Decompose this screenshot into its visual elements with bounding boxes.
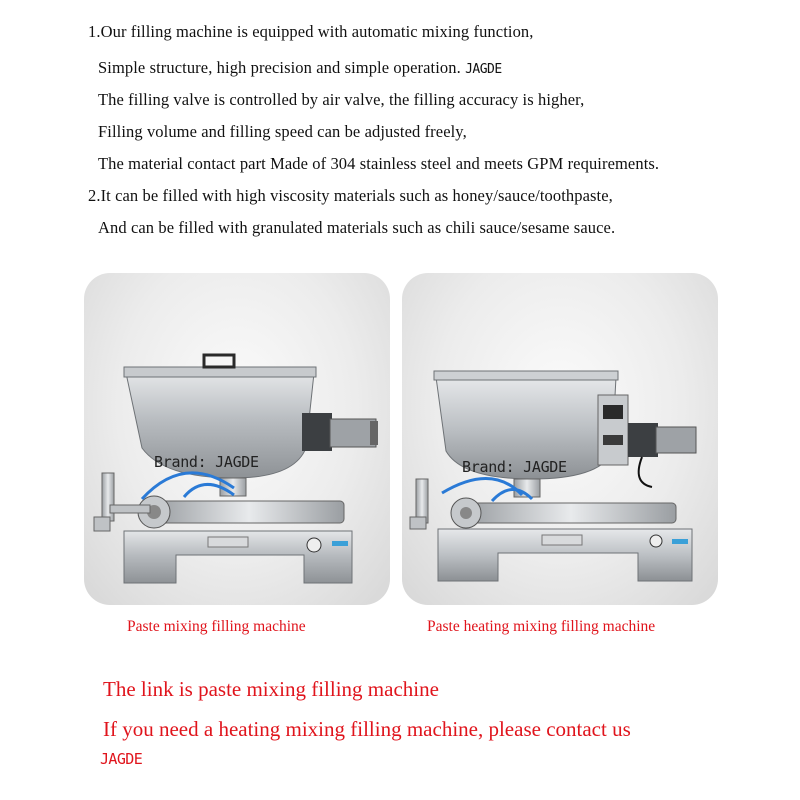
intro-line-4: Filling volume and filling speed can be adjusted freely, bbox=[98, 122, 467, 141]
brand-footer: JAGDE bbox=[100, 750, 143, 768]
heating-mixing-filling-machine-illustration bbox=[402, 273, 718, 605]
inline-brand: JAGDE bbox=[465, 62, 502, 77]
intro-line-2 bbox=[98, 58, 502, 78]
caption-paste-heating-mixing: Paste heating mixing filling machine bbox=[427, 618, 656, 635]
product-image-paste-heating-mixing bbox=[402, 273, 718, 605]
caption-paste-mixing: Paste mixing filling machine bbox=[127, 618, 306, 635]
product-image-paste-mixing bbox=[84, 273, 390, 605]
intro-line-7: And can be filled with granulated materials such as chili sauce/sesame sauce. bbox=[98, 218, 616, 237]
contact-note: If you need a heating mixing filling machine, please contact us bbox=[103, 717, 631, 741]
image-brand-label: Brand: JAGDE bbox=[154, 453, 259, 471]
intro-line-6: 2.It can be filled with high viscosity materials such as honey/sauce/toothpaste, bbox=[88, 186, 613, 205]
intro-line-1: 1.Our filling machine is equipped with automatic mixing function, bbox=[88, 22, 534, 41]
link-note: The link is paste mixing filling machine bbox=[103, 677, 439, 701]
intro-line-2-text: Simple structure, high precision and simple operation. bbox=[98, 58, 461, 77]
image-brand-label: Brand: JAGDE bbox=[462, 458, 567, 476]
intro-line-5: The material contact part Made of 304 stainless steel and meets GPM requirements. bbox=[98, 154, 660, 173]
intro-line-3: The filling valve is controlled by air valve, the filling accuracy is higher, bbox=[98, 90, 585, 109]
mixing-filling-machine-illustration bbox=[84, 273, 390, 605]
